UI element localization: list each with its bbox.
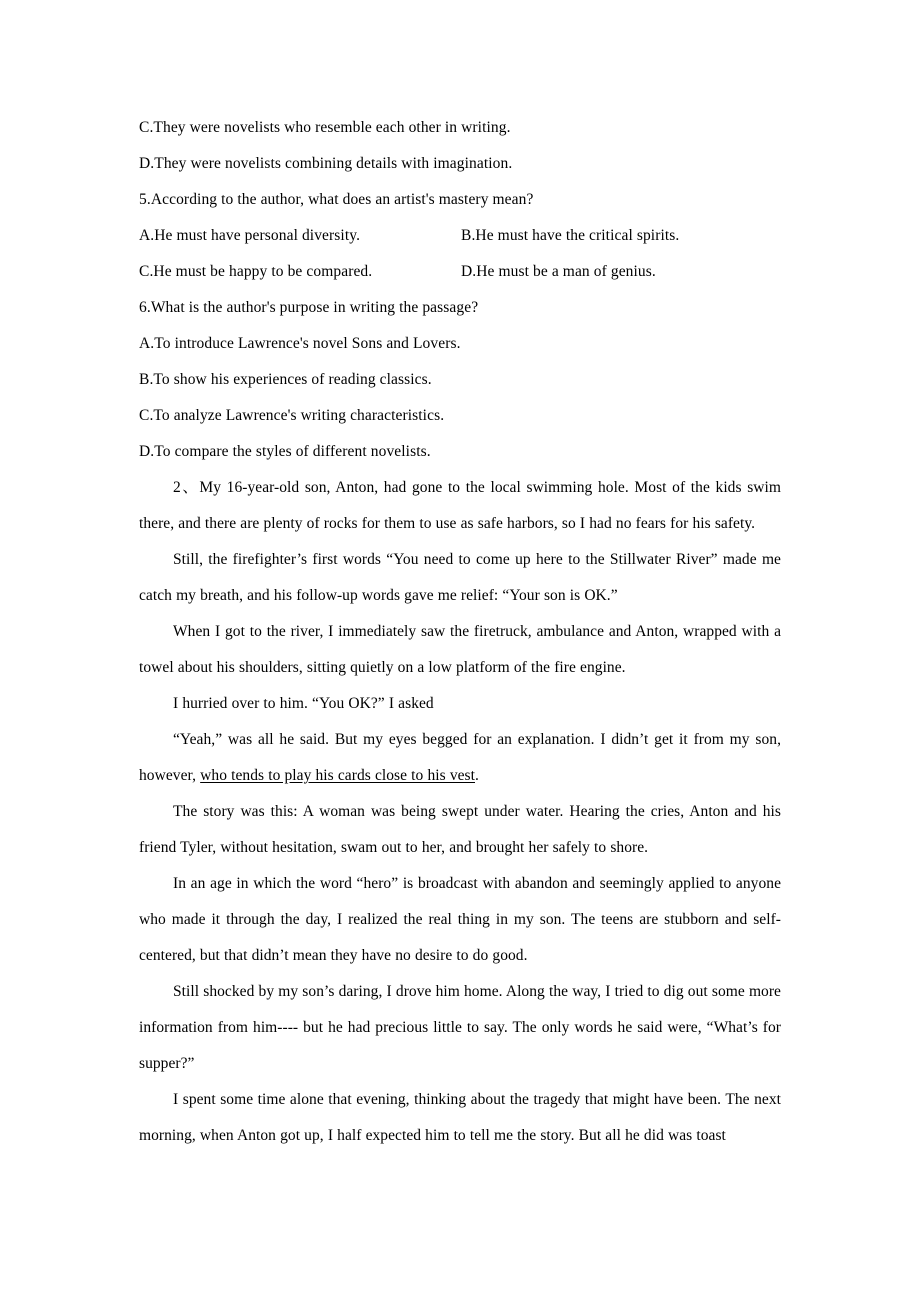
question-option-d: D.He must be a man of genius.	[461, 263, 656, 280]
question-option-line: D.They were novelists combining details with imagination.	[139, 155, 513, 172]
passage-paragraph: The story was this: A woman was being swept under water. Hearing the cries, Anton and his friend Tyler, without hesitation, swam out to her, and brought her safely to shore.	[139, 803, 781, 856]
passage-text-before-underline: “Yeah,” was all he said. But my eyes begged for an explanation. I didn’t get it from my son, however,	[139, 731, 781, 784]
question-option-b: B.He must have the critical spirits.	[461, 227, 680, 244]
passage-paragraph: Still shocked by my son’s daring, I drove him home. Along the way, I tried to dig out some more information from him---- but he had precious little to say. The only words he said were, “What’s for supper?”	[139, 983, 781, 1072]
question-option-line: C.They were novelists who resemble each other in writing.	[139, 119, 511, 136]
passage-paragraph: In an age in which the word “hero” is broadcast with abandon and seemingly applied to anyone who made it through the day, I realized the real thing in my son. The teens are stubborn and self-centered, but that didn’t mean they have no desire to do good.	[139, 875, 781, 964]
question-options-row	[139, 218, 781, 254]
passage-paragraph: When I got to the river, I immediately saw the firetruck, ambulance and Anton, wrapped with a towel about his shoulders, sitting quietly on a low platform of the fire engine.	[139, 623, 781, 676]
question-stem: 5.According to the author, what does an artist's mastery mean?	[139, 191, 534, 208]
passage-paragraph: I spent some time alone that evening, thinking about the tragedy that might have been. The next morning, when Anton got up, I half expected him to tell me the story. But all he did was toast	[139, 1091, 781, 1144]
passage-paragraph: I hurried over to him. “You OK?” I asked	[173, 695, 434, 712]
passage-text-after-underline: .	[475, 767, 479, 784]
passage-paragraph: Still, the firefighter’s first words “You need to come up here to the Stillwater River” made me catch my breath, and his follow-up words gave me relief: “Your son is OK.”	[139, 551, 781, 604]
passage-list-marker: 2、	[173, 479, 200, 496]
question-stem: 6.What is the author's purpose in writing the passage?	[139, 299, 479, 316]
passage-underlined-phrase: who tends to play his cards close to his vest	[200, 767, 475, 784]
passage-paragraph	[139, 722, 781, 794]
document-content	[139, 110, 781, 1154]
question-option-line: C.To analyze Lawrence's writing characteristics.	[139, 407, 445, 424]
question-option-line: B.To show his experiences of reading classics.	[139, 371, 432, 388]
question-option-a: A.He must have personal diversity.	[139, 227, 361, 244]
passage-paragraph	[139, 470, 781, 542]
passage-paragraph-text: My 16-year-old son, Anton, had gone to the local swimming hole. Most of the kids swim there, and there are plenty of rocks for them to use as safe harbors, so I had no fears for his safety.	[139, 479, 781, 532]
question-option-line: D.To compare the styles of different novelists.	[139, 443, 431, 460]
question-option-c: C.He must be happy to be compared.	[139, 263, 373, 280]
question-option-line: A.To introduce Lawrence's novel Sons and Lovers.	[139, 335, 461, 352]
question-options-row	[139, 254, 781, 290]
